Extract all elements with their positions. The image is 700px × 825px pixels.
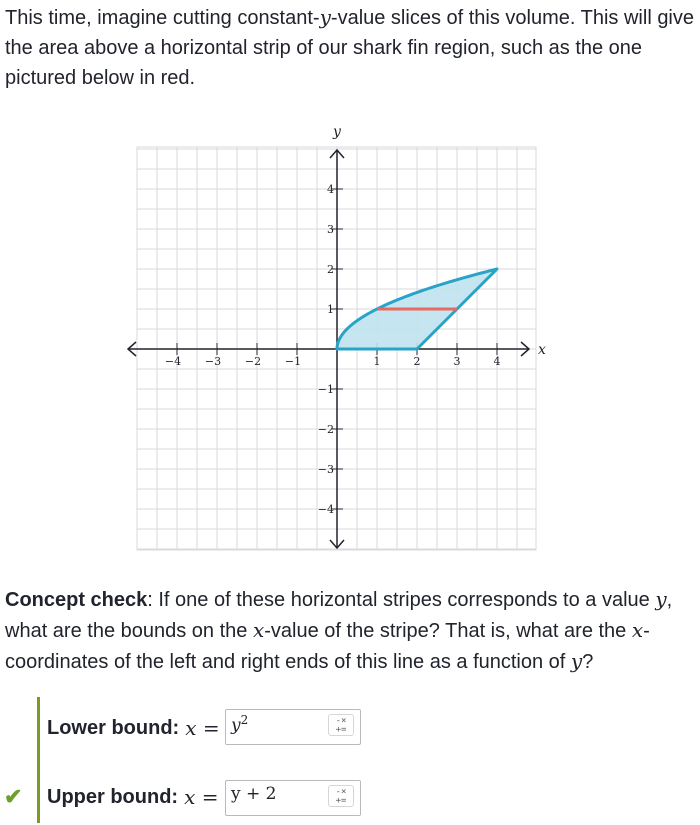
y-tick-label: 3 [327,223,334,236]
upper-bound-var: x [184,785,196,809]
answer-section [37,697,370,823]
x-tick-label: 1 [373,355,381,368]
x-axis-label: x [538,342,546,358]
y-tick-label: −2 [317,423,334,436]
concept-var-x-2: x [631,618,644,642]
upper-bound-label: Upper bound: [47,785,179,808]
concept-text-1: : If one of these horizontal stripes corresponds to a value [147,589,656,611]
concept-check-paragraph [5,584,695,677]
math-keypad-icon[interactable] [328,714,354,736]
correct-check-icon: ✔ [4,784,23,809]
intro-paragraph [5,2,695,93]
upper-bound-equation [184,785,218,809]
region-graph [120,120,546,560]
y-tick-label: 4 [327,183,334,196]
keypad-glyph-top: -× [335,787,347,797]
intro-text-1: This time, imagine cutting constant- [5,7,320,29]
lower-bound-equals: = [202,716,220,740]
concept-var-x-1: x [252,618,265,642]
x-tick-label: −1 [284,355,302,368]
x-tick-label: −3 [204,355,222,368]
lower-bound-row [47,708,220,748]
keypad-glyph-bottom: += [335,725,347,735]
lower-bound-label: Lower bound: [47,716,180,739]
upper-bound-row [47,777,219,817]
intro-var-y: y [319,5,331,29]
concept-var-y-2: y [570,649,583,673]
y-tick-label: −3 [317,463,334,476]
y-axis-label: y [333,124,341,140]
keypad-glyph-top: -× [335,716,347,726]
lower-bound-var: x [185,716,197,740]
x-tick-label: −4 [164,355,182,368]
x-tick-label: 2 [413,355,421,368]
concept-var-y-1: y [655,587,667,611]
axes [128,150,529,548]
upper-bound-equals: = [201,785,219,809]
x-tick-label: 3 [453,355,461,368]
intro-text-2: -value slices of this volume. This will give the area above a horizontal strip of our shark fin region, such as the one pictured below in red. [5,7,695,89]
x-tick-labels [165,355,501,368]
lower-bound-value-base: y [231,715,241,736]
x-tick-label: 4 [493,355,501,368]
y-tick-label: 2 [327,263,334,276]
lower-bound-value [231,713,248,736]
x-tick-label: −2 [244,355,262,368]
y-tick-label: −1 [317,383,334,396]
concept-text-2: , what are the bounds on the [5,589,673,642]
y-tick-label: −4 [317,503,334,516]
concept-text-5: ? [582,651,594,673]
lower-bound-value-exp: 2 [240,713,249,727]
concept-text-4: -coordinates of the left and right ends of this line as a function of [5,620,650,673]
concept-check-heading: Concept check [5,589,148,611]
concept-text-3: -value of the stripe? That is, what are the [264,620,632,642]
upper-bound-value: y + 2 [231,784,277,804]
lower-bound-equation [185,716,219,740]
math-keypad-icon[interactable] [328,785,354,807]
y-tick-label: 1 [327,303,334,316]
keypad-glyph-bottom: += [335,796,347,806]
